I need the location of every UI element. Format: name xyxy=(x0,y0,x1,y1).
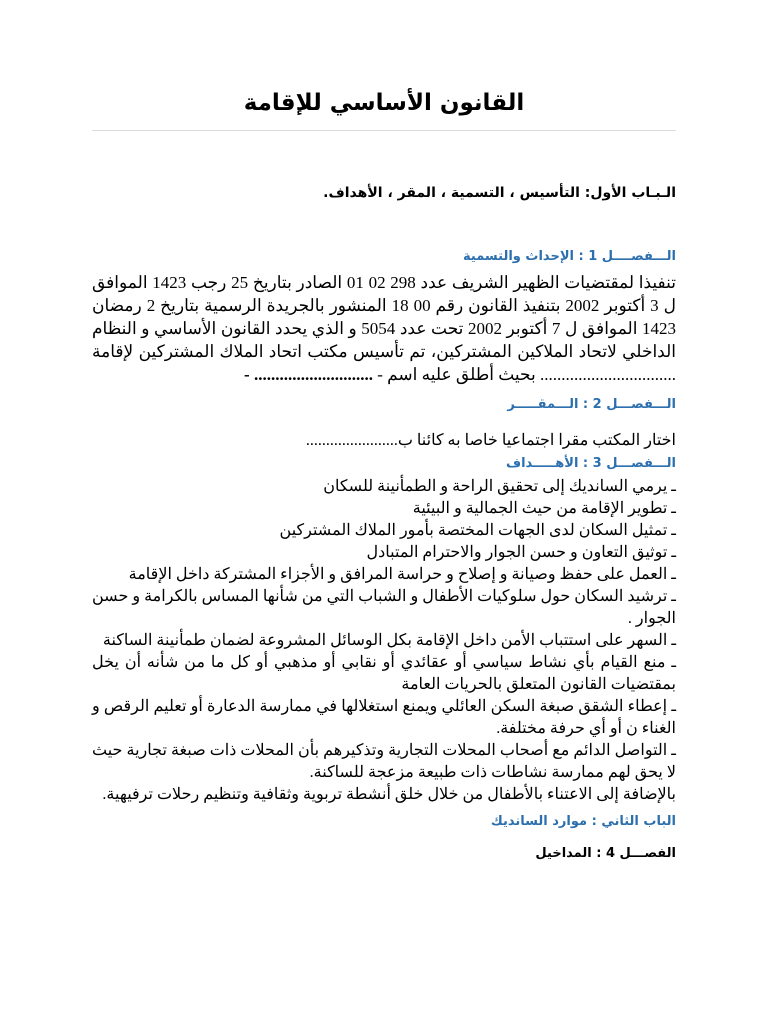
title-divider xyxy=(92,130,676,131)
chapter-3-heading: الـــفصـــل 3 : الأهـــــداف xyxy=(505,456,676,471)
list-item: ـ منع القيام بأي نشاط سياسي أو عقائدي أو نقابي أو مذهبي أو كل ما من شأنه أن يخل بمقتضيات القانون المتعلق بالحريات العامة xyxy=(92,654,677,693)
chapter-1-text: تنفيذا لمقتضيات الظهير الشريف عدد 298 02 01 الصادر بتاريخ 25 رجب 1423 الموافق ل 3 أكتوبر 2002 بتنفيذ القانون رقم 00 18 المنشور بالجريدة الرسمية بتاريخ 2 رمضان 1423 الموافق ل 7 أكتوبر 2002 تحت عدد 5054 و الذي يحدد القانون الأساسي و النظام الداخلي لاتحاد الملاكين المشتركين، تم تأسيس مكتب اتحاد الملاك المشتركين لإقامة ................................ بحيث أطلق عليه اسم - xyxy=(92,273,677,384)
chapter-1-paragraph xyxy=(92,271,676,386)
list-item: ـ إعطاء الشقق صبغة السكن العائلي ويمنع استغلالها في ممارسة الدعارة أو تعليم الرقص و الغناء ن أو أي حرفة مختلفة. xyxy=(92,698,676,737)
objectives-list xyxy=(92,476,676,806)
page-title: القانون الأساسي للإقامة xyxy=(243,90,525,116)
chapter-2-paragraph: اختار المكتب مقرا اجتماعيا خاصا به كائنا ب....................... xyxy=(305,432,676,449)
part-2-heading: الباب الثاني : موارد السانديك xyxy=(490,814,676,829)
list-item: ـ ترشيد السكان حول سلوكيات الأطفال و الشباب التي من شأنها المساس بالكرامة و حسن الجوار . xyxy=(92,588,676,627)
chapter-2-heading: الـــفصـــل 2 : الـــمقـــــر xyxy=(507,397,676,412)
list-item: ـ توثيق التعاون و حسن الجوار والاحترام المتبادل xyxy=(366,544,676,561)
list-item: ـ التواصل الدائم مع أصحاب المحلات التجارية وتذكيرهم بأن المحلات ذات صبغة تجارية حيث لا يحق لهم ممارسة نشاطات ذات طبيعة مزعجة للساكنة. xyxy=(92,742,676,781)
list-item: ـ تمثيل السكان لدى الجهات المختصة بأمور الملاك المشتركين xyxy=(279,522,676,539)
list-item: ـ تطوير الإقامة من حيث الجمالية و البيئية xyxy=(412,500,676,517)
list-item: ـ السهر على استتباب الأمن داخل الإقامة بكل الوسائل المشروعة لضمان طمأنينة الساكنة xyxy=(102,632,676,649)
chapter-4-heading: الفصـــل 4 : المداخيل xyxy=(535,846,676,861)
list-item: ـ يرمي السانديك إلى تحقيق الراحة و الطمأنينة للسكان xyxy=(323,478,676,495)
list-item: بالإضافة إلى الاعتناء بالأطفال من خلال خلق أنشطة تربوية وثقافية وتنظيم رحلات ترفيهية. xyxy=(102,786,676,803)
chapter-1-heading: الـــفصــــل 1 : الإحداث والتسمية xyxy=(463,249,676,264)
list-item: ـ العمل على حفظ وصيانة و إصلاح و حراسة المرافق و الأجزاء المشتركة داخل الإقامة xyxy=(128,566,676,583)
part-1-heading: الـبـاب الأول: التأسيس ، التسمية ، المقر ، الأهداف. xyxy=(323,185,676,201)
chapter-1-name-blank: ............................ - xyxy=(244,365,373,384)
